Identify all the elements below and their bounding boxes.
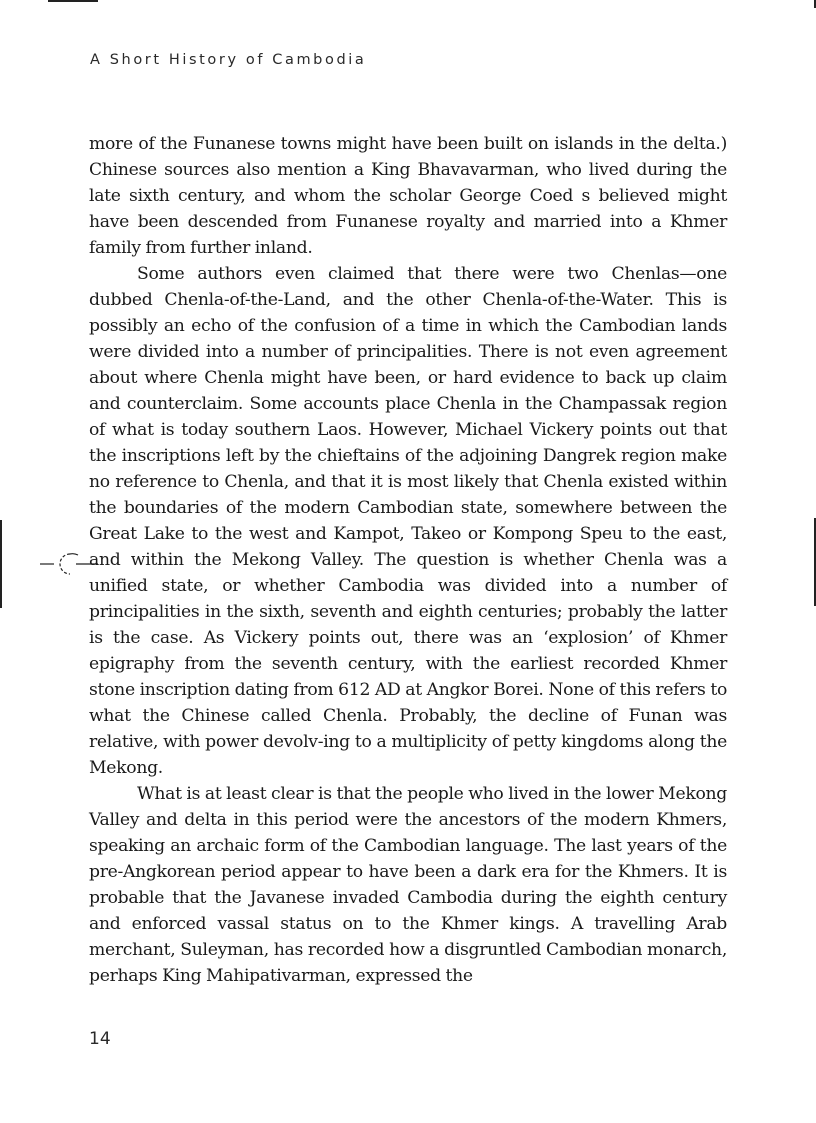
paragraph: more of the Funanese towns might have been built on islands in the delta.) Chinese sources also mention a King Bhavavarman, who lived during the late sixth century, and whom the scholar George Coed s believed might have been descended from Funanese royalty and married into a Khmer family from further inland. xyxy=(89,134,727,258)
crop-mark-top-left xyxy=(48,0,98,2)
body-text xyxy=(89,131,727,989)
running-header: A Short History of Cambodia xyxy=(90,52,367,68)
crop-mark-left xyxy=(0,520,2,608)
paragraph: What is at least clear is that the people who lived in the lower Mekong Valley and delta in this period were the ancestors of the modern Khmers, speaking an archaic form of the Cambodian language. The last years of the pre-Angkorean period appear to have been a dark era for the Khmers. It is probable that the Javanese invaded Cambodia during the eighth century and enforced vassal status on to the Khmer kings. A travelling Arab merchant, Suleyman, has recorded how a disgruntled Cambodian monarch, perhaps King Mahipativarman, expressed the xyxy=(89,784,727,986)
page-number: 14 xyxy=(89,1029,111,1049)
paragraph: Some authors even claimed that there were two Chenlas—one dubbed Chenla-of-the-Land, and the other Chenla-of-the-Water. This is possibly an echo of the confusion of a time in which the Cambodian lands were divided into a number of principalities. There is not even agreement about where Chenla might have been, or hard evidence to back up claim and counterclaim. Some accounts place Chenla in the Champassak region of what is today southern Laos. However, Michael Vickery points out that the inscriptions left by the chieftains of the adjoining Dangrek region make no reference to Chenla, and that it is most likely that Chenla existed within the boundaries of the modern Cambodian state, somewhere between the Great Lake to the west and Kampot, Takeo or Kompong Speu to the east, and within the Mekong Valley. The question is whether Chenla was a unified state, or whether Cambodia was divided into a number of principalities in the sixth, seventh and eighth centuries; probably the latter is the case. As Vickery points out, there was an ‘explosion’ of Khmer epigraphy from the seventh century, with the earliest recorded Khmer stone inscription dating from 612 AD at Angkor Borei. None of this refers to what the Chinese called Chenla. Probably, the decline of Funan was relative, with power devolv-ing to a multiplicity of petty kingdoms along the Mekong. xyxy=(89,264,727,778)
